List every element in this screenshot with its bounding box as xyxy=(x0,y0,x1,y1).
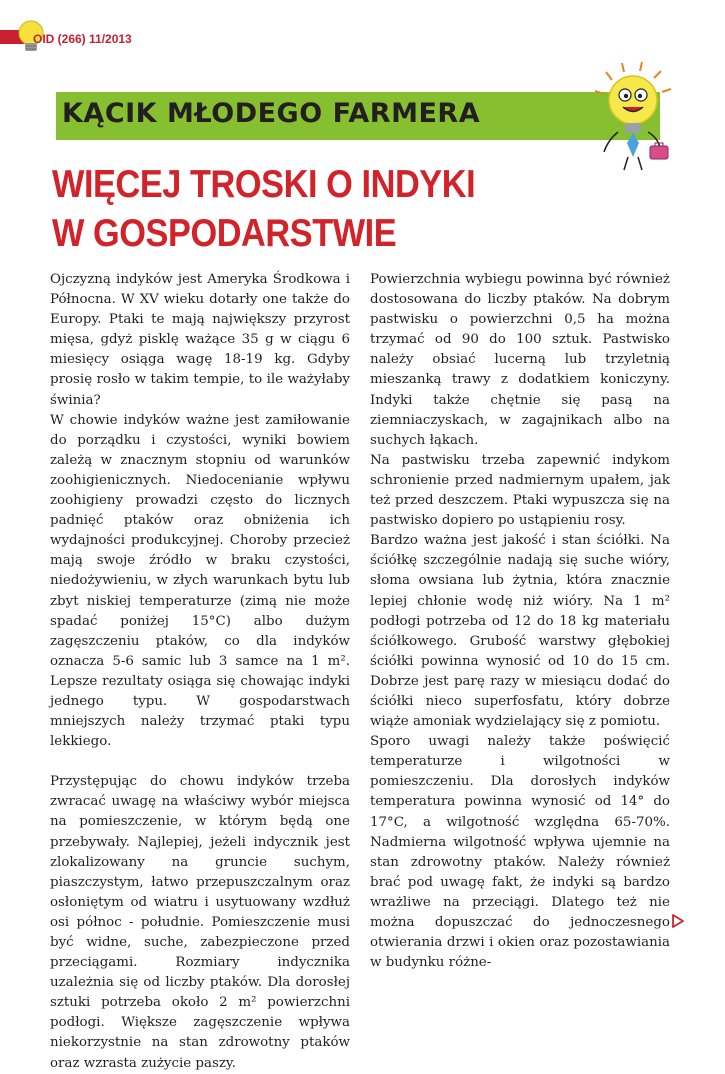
article-column-right xyxy=(370,270,670,973)
article-title-line-1: WIĘCEJ TROSKI O INDYKI xyxy=(52,163,476,206)
section-banner-title: KĄCIK MŁODEGO FARMERA xyxy=(62,98,481,129)
next-page-arrow-icon[interactable] xyxy=(671,913,685,929)
issue-label: OID (266) 11/2013 xyxy=(33,32,132,46)
paragraph: Powierzchnia wybiegu powinna być również dostosowana do liczby ptaków. Na dobrym pastwisku o powierzchni 0,5 ha można trzymać od 90 do 100 sztuk. Pastwisko należy obsiać lucerną lub trzyletnią mieszanką trawy z dodatkiem koniczyny. Indyki także chętnie się pasą na ziemniaczyskach, w zagajnikach albo na suchych łąkach. xyxy=(370,272,670,448)
paragraph: Ojczyzną indyków jest Ameryka Środkowa i Północna. W XV wieku dotarły one także do Europy. Ptaki te mają największy przyrost mięsa, gdyż pisklę ważące 35 g w ciągu 6 miesięcy osiąga wagę 18-19 kg. Gdyby prosię rosło w takim tempie, to ile ważyłaby świnia? xyxy=(50,272,350,408)
lightbulb-mascot-icon xyxy=(590,62,680,172)
paragraph: Przystępując do chowu indyków trzeba zwracać uwagę na właściwy wybór miejsca na pomieszczenie, w którym będą one przebywały. Najlepiej, jeżeli indycznik jest zlokalizowany na gruncie suchym, piaszczystym, łatwo przepuszczalnym oraz osłoniętym od wiatru i usytuowany wzdłuż osi północ - południe. Pomieszczenie musi być widne, suche, zabezpieczone przed przeciągami. Rozmiary indycznika uzależnia się od liczby ptaków. Dla dorosłej sztuki potrzeba około 2 m² powierzchni podłogi. Większe zagęszczenie wpływa niekorzystnie na stan zdrowotny ptaków oraz wzrasta zużycie paszy. xyxy=(50,774,350,1071)
paragraph: Sporo uwagi należy także poświęcić temperaturze i wilgotności w pomieszczeniu. Dla dorosłych indyków temperatura powinna wynosić od 14° do 17°C, a wilgotność względna 65-70%. Nadmierna wilgotność wpływa ujemnie na stan zdrowotny ptaków. Należy również brać pod uwagę fakt, że indyki są bardzo wrażliwe na przeciągi. Dlatego też nie można dopuszczać do jednoczesnego otwierania drzwi i okien oraz pozostawiania w budynku różne- xyxy=(370,734,670,971)
article-column-left xyxy=(50,270,350,1074)
paragraph: Bardzo ważna jest jakość i stan ściółki. Na ściółkę szczególnie nadają się suche wióry, słoma owsiana lub żytnia, która znacznie lepiej chłonie wodę niż wióry. Na 1 m² podłogi potrzeba od 12 do 18 kg materiału ściółkowego. Grubość warstwy głębokiej ściółki powinna wynosić od 10 do 15 cm. Dobrze jest parę razy w miesiącu dodać do ściółki nieco superfosfatu, który dobrze wiąże amoniak wydzielający się z pomiotu. xyxy=(370,533,670,730)
paragraph: Na pastwisku trzeba zapewnić indykom schronienie przed nadmiernym upałem, jak też przed deszczem. Ptaki wypuszcza się na pastwisko dopiero po ustąpieniu rosy. xyxy=(370,452,670,529)
article-title xyxy=(52,160,475,258)
paragraph: W chowie indyków ważne jest zamiłowanie do porządku i czystości, wyniki bowiem zależą w znacznym stopniu od warunków zoohigienicznych. Niedocenianie wpływu zoohigieny prowadzi często do licznych padnięć ptaków oraz obniżenia ich wydajności produkcyjnej. Choroby przecież mają swoje źródło w braku czystości, niedożywieniu, w złych warunkach bytu lub zbyt niskiej temperaturze (zimą nie może spadać poniżej 15°C) albo dużym zagęszczeniu ptaków, co dla indyków oznacza 5-6 samic lub 3 samce na 1 m². Lepsze rezultaty osiąga się chowając indyki jednego typu. W gospodarstwach mniejszych należy trzymać ptaki typu lekkiego. xyxy=(50,412,350,750)
article-title-line-2: W GOSPODARSTWIE xyxy=(52,212,397,255)
